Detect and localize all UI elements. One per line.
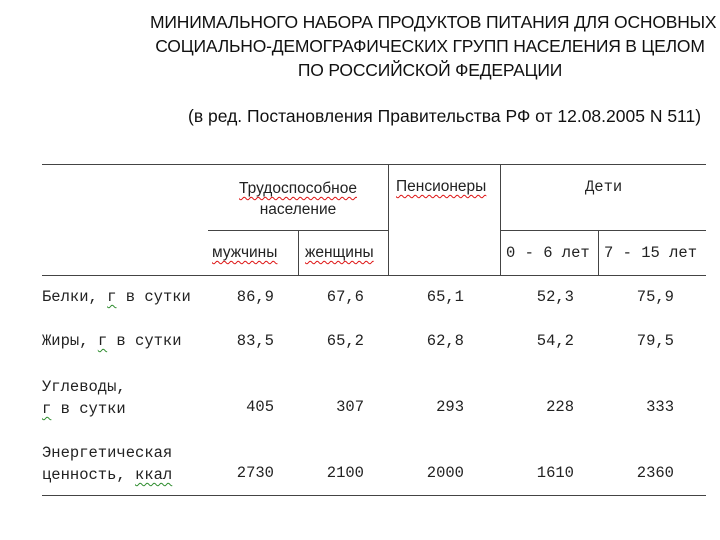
cell-energy-men: 2730 [236,464,274,482]
cell-carbs-children-7-15: 333 [646,398,674,416]
row-label-energy-line-2: ценность, ккал [42,466,173,484]
cell-fats-women: 65,2 [326,332,364,350]
row-label-energy [42,442,172,486]
document-subtitle: (в ред. Постановления Правительства РФ от 12.08.2005 N 511) [188,106,702,126]
column-divider-age-groups [598,230,599,275]
header-children: Дети [585,178,623,196]
cell-proteins-men: 86,9 [236,288,274,306]
cell-proteins-children-0-6: 52,3 [536,288,574,306]
cell-carbs-pensioners: 293 [436,398,464,416]
row-label-carbohydrates [42,376,126,420]
cell-proteins-pensioners: 65,1 [426,288,464,306]
header-working-line-2: население [259,201,337,218]
cell-carbs-women: 307 [336,398,364,416]
cell-fats-men: 83,5 [236,332,274,350]
header-working-population [208,178,388,220]
header-divider-children [500,230,706,231]
row-label-carbohydrates-line-2: г в сутки [42,400,126,418]
cell-fats-pensioners: 62,8 [426,332,464,350]
header-working-line-1: Трудоспособное [239,180,357,197]
document-title-line-3: ПО РОССИЙСКОЙ ФЕДЕРАЦИИ [297,60,563,80]
table-top-border [42,164,706,165]
header-pensioners: Пенсионеры [396,178,487,195]
column-divider-pensioners-left [388,164,389,275]
document-title-line-2: СОЦИАЛЬНО-ДЕМОГРАФИЧЕСКИХ ГРУПП НАСЕЛЕНИЯ В ЦЕЛОМ [155,36,705,56]
cell-energy-children-0-6: 1610 [536,464,574,482]
row-label-energy-line-1: Энергетическая [42,444,173,462]
cell-fats-children-7-15: 79,5 [636,332,674,350]
column-divider-men-women [298,230,299,275]
cell-energy-pensioners: 2000 [426,464,464,482]
cell-proteins-women: 67,6 [326,288,364,306]
document-title-line-1: МИНИМАЛЬНОГО НАБОРА ПРОДУКТОВ ПИТАНИЯ ДЛЯ ОСНОВНЫХ [150,12,717,32]
header-men: мужчины [212,244,278,261]
row-label-fats: Жиры, г в сутки [42,332,182,350]
header-age-7-15: 7 - 15 лет [604,244,698,262]
table-bottom-border [42,495,706,496]
cell-energy-women: 2100 [326,464,364,482]
header-age-0-6: 0 - 6 лет [506,244,590,262]
header-bottom-border [42,275,706,276]
cell-carbs-men: 405 [246,398,274,416]
column-divider-pensioners-right [500,164,501,275]
cell-carbs-children-0-6: 228 [546,398,574,416]
cell-proteins-children-7-15: 75,9 [636,288,674,306]
cell-energy-children-7-15: 2360 [636,464,674,482]
header-women: женщины [305,244,374,261]
row-label-carbohydrates-line-1: Углеводы, [42,378,126,396]
cell-fats-children-0-6: 54,2 [536,332,574,350]
row-label-proteins: Белки, г в сутки [42,288,191,306]
